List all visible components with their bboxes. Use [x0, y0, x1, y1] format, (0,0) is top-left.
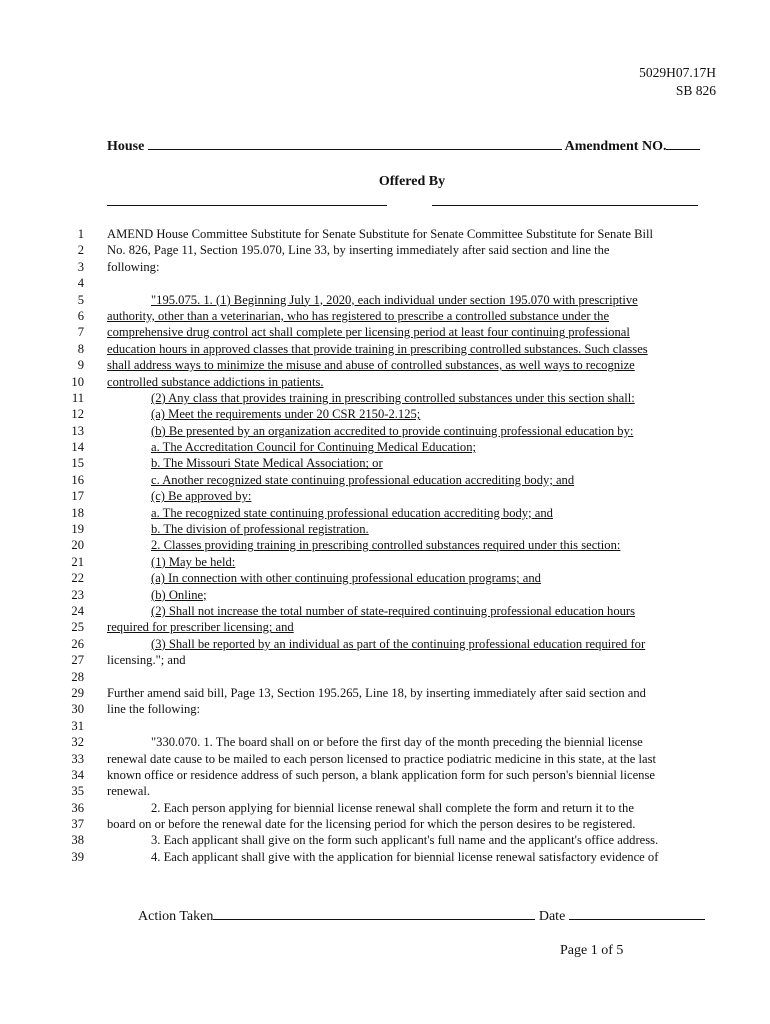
- line-text: (1) May be held:: [151, 554, 236, 569]
- document-line: [0, 472, 770, 488]
- line-number: 11: [71, 390, 84, 405]
- document-line: [0, 734, 770, 750]
- amendment-body: [0, 226, 770, 865]
- line-text: board on or before the renewal date for the licensing period for which the person desires to be registered.: [107, 817, 636, 832]
- line-number: 7: [77, 325, 84, 340]
- line-number: 17: [71, 489, 84, 504]
- line-number: 31: [71, 718, 84, 733]
- line-number: 19: [71, 522, 84, 537]
- document-line: [0, 652, 770, 668]
- line-number: 37: [71, 817, 84, 832]
- document-line: [0, 455, 770, 471]
- document-line: [0, 275, 770, 291]
- line-text: line the following:: [107, 702, 201, 717]
- line-text: authority, other than a veterinarian, who has registered to prescribe a controlled substance under the: [107, 308, 610, 323]
- document-line: [0, 341, 770, 357]
- amendment-number-label: Amendment NO.: [564, 139, 667, 154]
- document-line: [0, 226, 770, 242]
- document-line: [0, 636, 770, 652]
- line-number: 14: [71, 440, 84, 455]
- document-line: [0, 816, 770, 832]
- document-line: [0, 521, 770, 537]
- line-text: (a) Meet the requirements under 20 CSR 2150-2.125;: [151, 407, 421, 422]
- document-line: [0, 554, 770, 570]
- date-label: Date: [538, 909, 566, 924]
- line-number: 12: [71, 407, 84, 422]
- document-line: [0, 423, 770, 439]
- document-line: [0, 292, 770, 308]
- amendment-header-line: [107, 137, 717, 155]
- line-number: 36: [71, 800, 84, 815]
- document-line: [0, 488, 770, 504]
- document-line: [0, 357, 770, 373]
- line-text: 3. Each applicant shall give on the form such applicant's full name and the applicant's office address.: [151, 833, 659, 848]
- line-number: 6: [77, 308, 84, 323]
- line-text: required for prescriber licensing; and: [107, 620, 294, 635]
- line-number: 8: [77, 341, 84, 356]
- document-line: [0, 259, 770, 275]
- line-number: 21: [71, 554, 84, 569]
- date-blank: [569, 907, 705, 920]
- action-taken-label: Action Taken: [138, 909, 214, 924]
- line-text: education hours in approved classes that provide training in prescribing controlled substances. Such classes: [107, 341, 648, 356]
- line-text: licensing."; and: [107, 653, 186, 668]
- bill-number: SB 826: [675, 83, 716, 98]
- line-number: 30: [71, 702, 84, 717]
- line-text: No. 826, Page 11, Section 195.070, Line 33, by inserting immediately after said section and line the: [107, 243, 610, 258]
- document-line: [0, 324, 770, 340]
- document-line: [0, 603, 770, 619]
- document-line: [0, 701, 770, 717]
- line-number: 16: [71, 472, 84, 487]
- line-text: a. The Accreditation Council for Continuing Medical Education;: [151, 440, 477, 455]
- line-text: comprehensive drug control act shall complete per licensing period at least four continuing professional: [107, 325, 630, 340]
- action-taken-blank: [213, 907, 535, 920]
- offered-by-label: Offered By: [378, 174, 446, 189]
- offered-by-rule-right: [432, 205, 698, 206]
- line-text: 2. Each person applying for biennial license renewal shall complete the form and return it to the: [151, 800, 634, 815]
- line-text: shall address ways to minimize the misuse and abuse of controlled substances, as well ways to recognize: [107, 358, 635, 373]
- line-number: 25: [71, 620, 84, 635]
- document-line: [0, 751, 770, 767]
- line-number: 29: [71, 685, 84, 700]
- line-text: Further amend said bill, Page 13, Section 195.265, Line 18, by inserting immediately after said section and: [107, 685, 646, 700]
- page-number: Page 1 of 5: [560, 943, 624, 958]
- line-text: (2) Any class that provides training in prescribing controlled substances under this section shall:: [151, 390, 635, 405]
- document-line: [0, 242, 770, 258]
- document-line: [0, 390, 770, 406]
- document-line: [0, 783, 770, 799]
- document-line: [0, 374, 770, 390]
- action-taken-line: [138, 907, 705, 925]
- line-text: a. The recognized state continuing professional education accrediting body; and: [151, 505, 553, 520]
- line-number: 24: [71, 603, 84, 618]
- line-number: 10: [71, 374, 84, 389]
- bill-identifier: [639, 64, 716, 100]
- document-line: [0, 800, 770, 816]
- line-text: (2) Shall not increase the total number of state-required continuing professional education hours: [151, 603, 636, 618]
- document-line: [0, 619, 770, 635]
- line-text: controlled substance addictions in patients.: [107, 374, 324, 389]
- document-line: [0, 406, 770, 422]
- bill-code: 5029H07.17H: [639, 65, 716, 80]
- line-text: 4. Each applicant shall give with the application for biennial license renewal satisfactory evidence of: [151, 849, 659, 864]
- line-text: (c) Be approved by:: [151, 489, 252, 504]
- document-line: [0, 505, 770, 521]
- line-number: 9: [77, 358, 84, 373]
- line-text: b. The Missouri State Medical Association; or: [151, 456, 383, 471]
- line-text: renewal date cause to be mailed to each person licensed to practice podiatric medicine in this state, at the last: [107, 751, 657, 766]
- line-number: 13: [71, 423, 84, 438]
- document-line: [0, 849, 770, 865]
- line-text: b. The division of professional registration.: [151, 522, 369, 537]
- line-text: c. Another recognized state continuing professional education accrediting body; and: [151, 472, 575, 487]
- line-text: renewal.: [107, 784, 151, 799]
- line-text: (b) Online;: [151, 587, 207, 602]
- line-number: 20: [71, 538, 84, 553]
- document-line: [0, 570, 770, 586]
- line-text: (a) In connection with other continuing professional education programs; and: [151, 571, 541, 586]
- line-number: 15: [71, 456, 84, 471]
- line-number: 35: [71, 784, 84, 799]
- line-text: "330.070. 1. The board shall on or before the first day of the month preceding the biennial license: [151, 735, 643, 750]
- line-number: 32: [71, 735, 84, 750]
- document-line: [0, 439, 770, 455]
- line-text: AMEND House Committee Substitute for Senate Substitute for Senate Committee Substitute for Senate Bill: [107, 227, 654, 241]
- document-line: [0, 718, 770, 734]
- line-text: known office or residence address of such person, a blank application form for such person's biennial license: [107, 767, 655, 782]
- document-line: [0, 767, 770, 783]
- document-line: [0, 537, 770, 553]
- line-number: 5: [77, 292, 84, 307]
- offered-by-rule-left: [107, 205, 387, 206]
- document-line: [0, 832, 770, 848]
- line-text: "195.075. 1. (1) Beginning July 1, 2020, each individual under section 195.070 with prescriptive: [151, 292, 638, 307]
- line-number: 34: [71, 767, 84, 782]
- line-text: (b) Be presented by an organization accredited to provide continuing professional education by:: [151, 423, 634, 438]
- house-label: House: [107, 139, 145, 154]
- line-text: 2. Classes providing training in prescribing controlled substances required under this section:: [151, 538, 621, 553]
- line-number: 27: [71, 653, 84, 668]
- line-number: 22: [71, 571, 84, 586]
- document-line: [0, 587, 770, 603]
- line-number: 39: [71, 849, 84, 864]
- line-number: 23: [71, 587, 84, 602]
- document-line: [0, 669, 770, 685]
- line-number: 18: [71, 505, 84, 520]
- amendment-number-blank: [666, 137, 700, 150]
- line-number: 4: [77, 276, 84, 291]
- line-text: (3) Shall be reported by an individual as part of the continuing professional education required for: [151, 636, 646, 651]
- line-number: 38: [71, 833, 84, 848]
- document-line: [0, 308, 770, 324]
- line-number: 33: [71, 751, 84, 766]
- line-number: 1: [77, 227, 84, 241]
- house-blank-rule: [148, 137, 562, 150]
- line-number: 3: [77, 259, 84, 274]
- line-text: following:: [107, 259, 160, 274]
- document-line: [0, 685, 770, 701]
- line-number: 2: [77, 243, 84, 258]
- line-number: 26: [71, 636, 84, 651]
- line-number: 28: [71, 669, 84, 684]
